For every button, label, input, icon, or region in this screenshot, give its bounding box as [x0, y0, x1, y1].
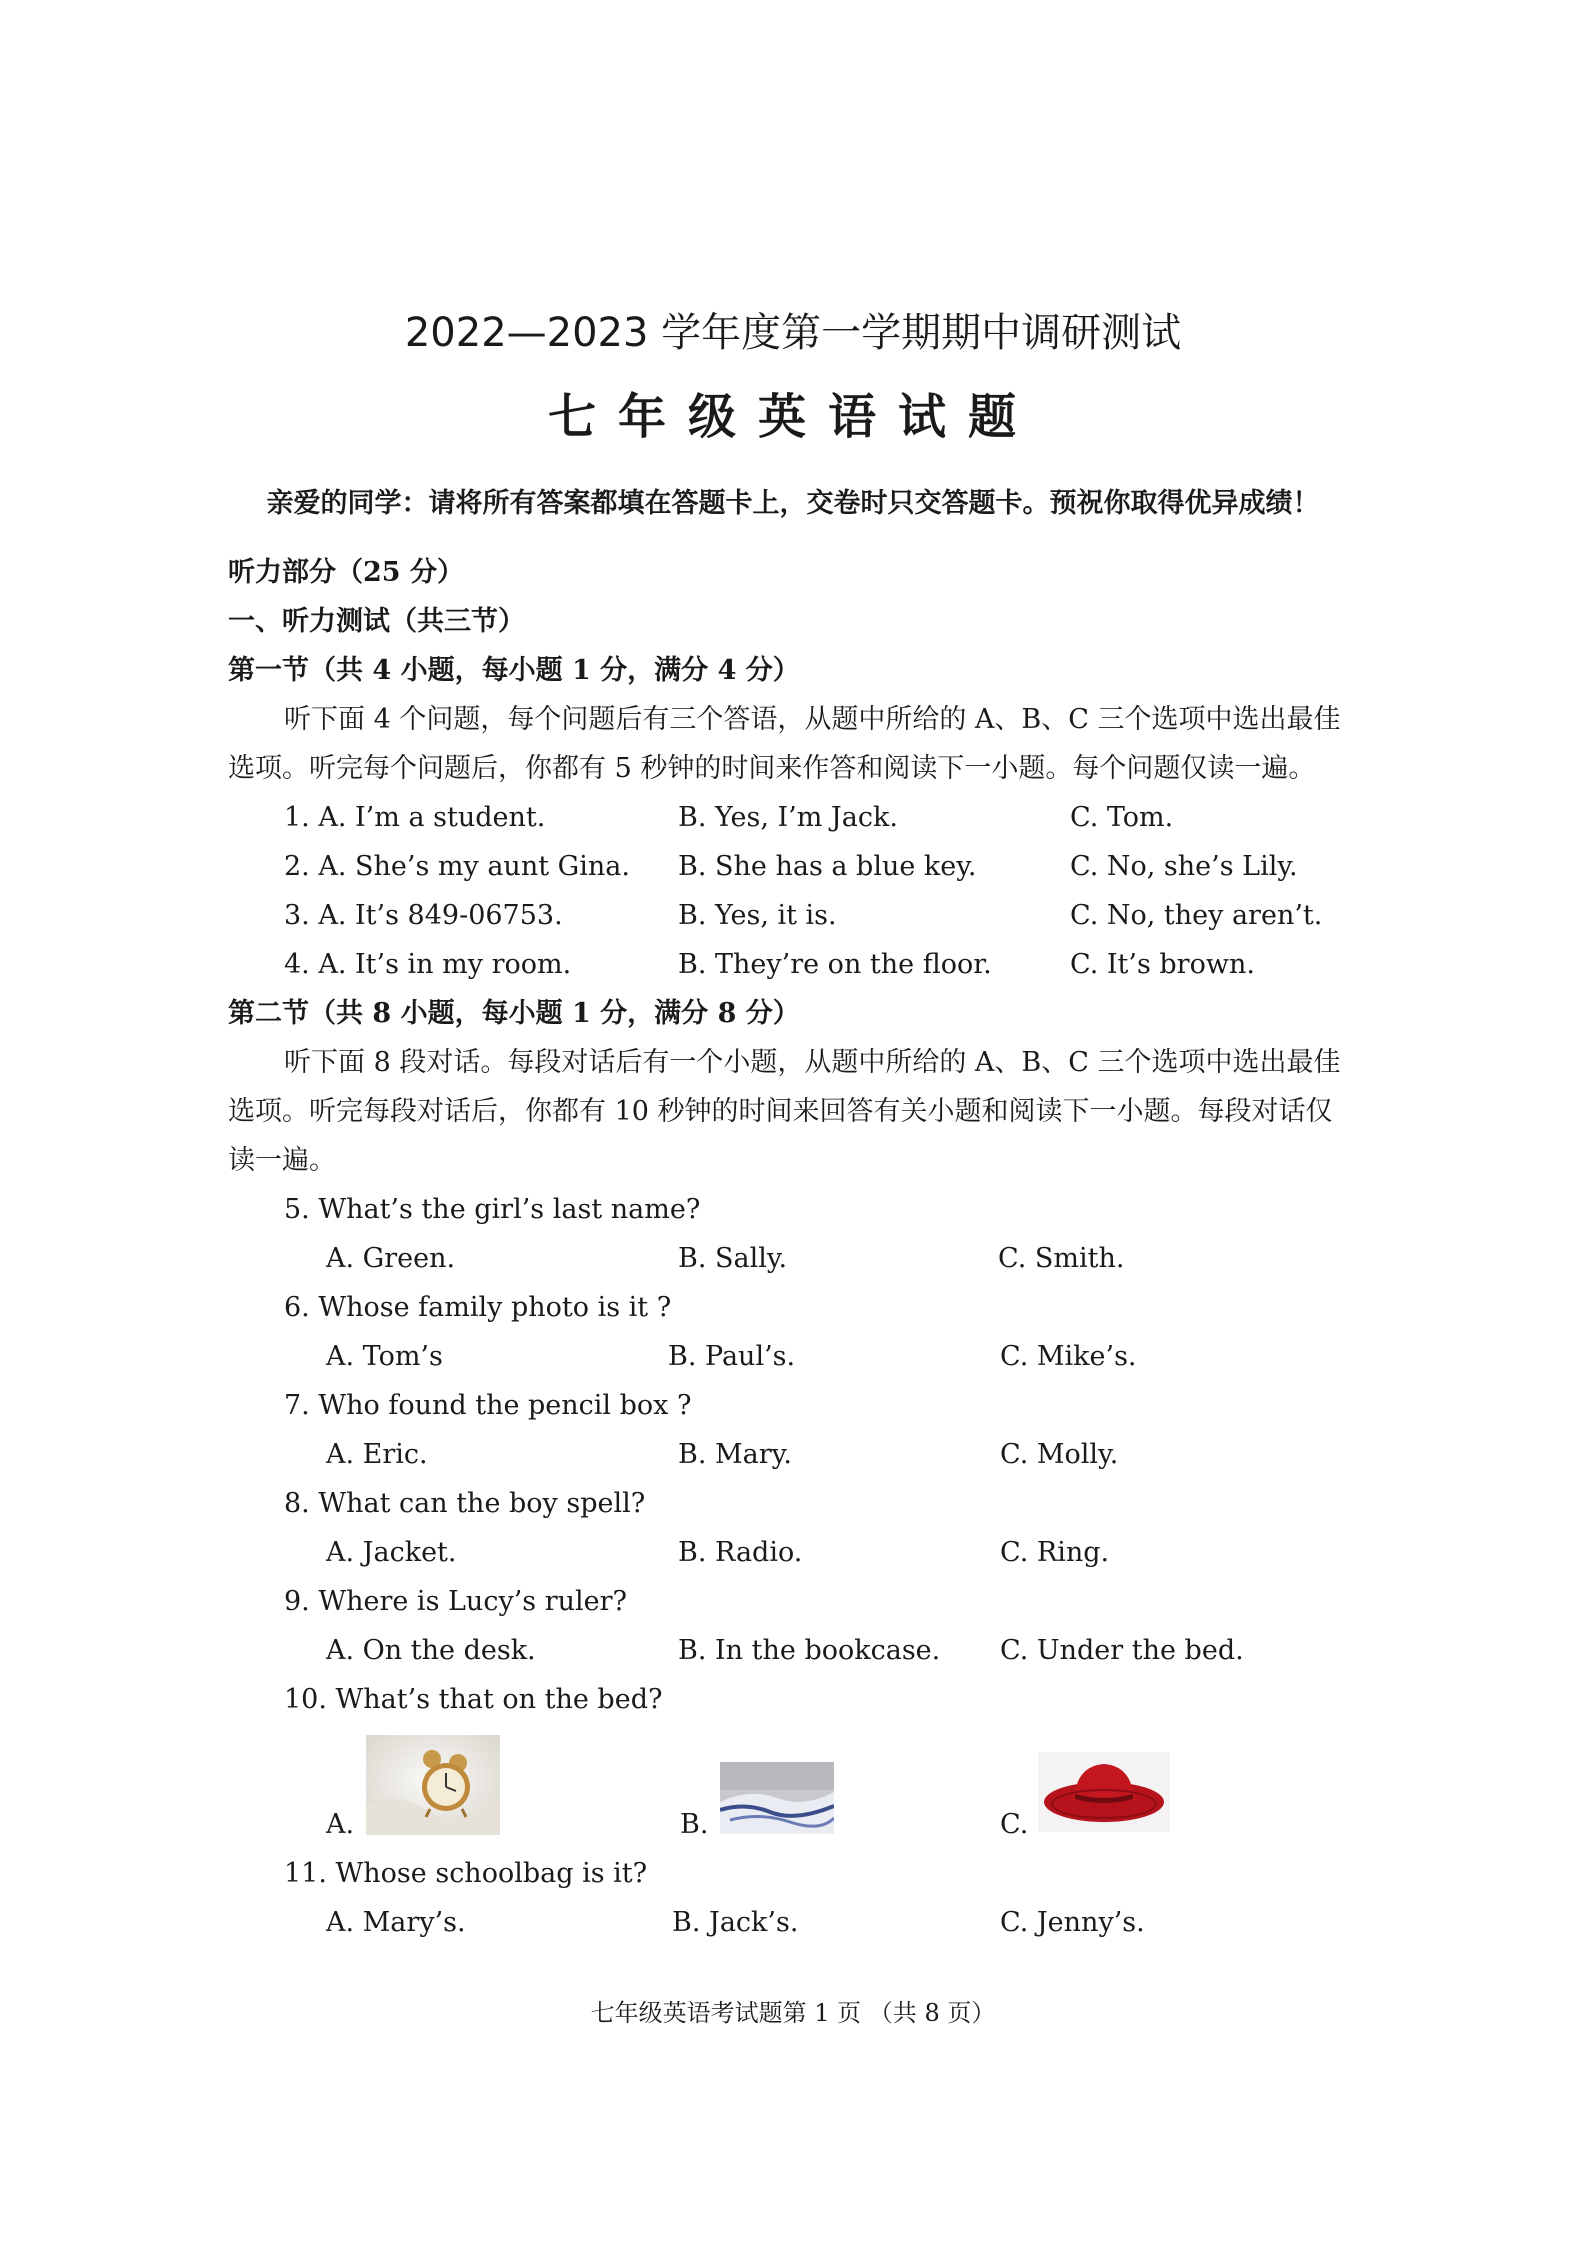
q9-option-c: C. Under the bed.	[1000, 1635, 1244, 1666]
q6-option-b: B. Paul’s.	[668, 1341, 796, 1372]
q10-option-c-label: C.	[1000, 1809, 1029, 1840]
q3-option-a: 3. A. It’s 849-06753.	[284, 900, 563, 931]
q11-option-b: B. Jack’s.	[672, 1907, 799, 1938]
alarm-clock-image	[366, 1735, 500, 1835]
q1-option-a: 1. A. I’m a student.	[284, 802, 546, 833]
q4-option-a: 4. A. It’s in my room.	[284, 949, 572, 980]
part-title: 听力部分（25 分）	[228, 557, 464, 588]
q9-question: 9. Where is Lucy’s ruler?	[284, 1586, 628, 1617]
q5-option-a: A. Green.	[326, 1243, 456, 1274]
section2-instructions-line1: 听下面 8 段对话。每段对话后有一个小题，从题中所给的 A、B、C 三个选项中选出最佳	[284, 1047, 1341, 1078]
q9-option-b: B. In the bookcase.	[678, 1635, 941, 1666]
exam-title: 2022—2023 学年度第一学期期中调研测试	[404, 310, 1182, 356]
q11-option-a: A. Mary’s.	[326, 1907, 466, 1938]
q1-option-b: B. Yes, I’m Jack.	[678, 802, 898, 833]
q7-option-a: A. Eric.	[326, 1439, 428, 1470]
q3-option-b: B. Yes, it is.	[678, 900, 837, 931]
q7-question: 7. Who found the pencil box ?	[284, 1390, 692, 1421]
q10-option-b-label: B.	[680, 1809, 709, 1840]
section1-instructions-line2: 选项。听完每个问题后，你都有 5 秒钟的时间来作答和阅读下一小题。每个问题仅读一遍。	[228, 753, 1316, 784]
q8-option-a: A. Jacket.	[326, 1537, 457, 1568]
q6-question: 6. Whose family photo is it ?	[284, 1292, 672, 1323]
section2-title: 第二节（共 8 小题，每小题 1 分，满分 8 分）	[228, 998, 800, 1029]
q8-option-b: B. Radio.	[678, 1537, 803, 1568]
q5-question: 5. What’s the girl’s last name?	[284, 1194, 701, 1225]
q2-option-a: 2. A. She’s my aunt Gina.	[284, 851, 630, 882]
q7-option-b: B. Mary.	[678, 1439, 792, 1470]
q2-option-c: C. No, she’s Lily.	[1070, 851, 1298, 882]
q4-option-c: C. It’s brown.	[1070, 949, 1255, 980]
q1-option-c: C. Tom.	[1070, 802, 1174, 833]
page-footer: 七年级英语考试题第 1 页 （共 8 页）	[590, 1999, 996, 2027]
exam-subtitle: 七年级英语试题	[547, 389, 1038, 445]
section1-instructions-line1: 听下面 4 个问题，每个问题后有三个答语，从题中所给的 A、B、C 三个选项中选出最佳	[284, 704, 1341, 735]
section2-instructions-line2: 选项。听完每段对话后，你都有 10 秒钟的时间来回答有关小题和阅读下一小题。每段对话仅	[228, 1096, 1333, 1127]
q6-option-c: C. Mike’s.	[1000, 1341, 1137, 1372]
q6-option-a: A. Tom’s	[326, 1341, 443, 1372]
q2-option-b: B. She has a blue key.	[678, 851, 977, 882]
section1-title: 第一节（共 4 小题，每小题 1 分，满分 4 分）	[228, 655, 800, 686]
q10-option-a-label: A.	[326, 1809, 355, 1840]
blanket-image	[720, 1762, 834, 1834]
test-title: 一、听力测试（共三节）	[228, 606, 525, 637]
q5-option-b: B. Sally.	[678, 1243, 788, 1274]
q7-option-c: C. Molly.	[1000, 1439, 1119, 1470]
section2-instructions-line3: 读一遍。	[228, 1145, 336, 1176]
q8-question: 8. What can the boy spell?	[284, 1488, 646, 1519]
q5-option-c: C. Smith.	[998, 1243, 1125, 1274]
q3-option-c: C. No, they aren’t.	[1070, 900, 1323, 931]
q10-question: 10. What’s that on the bed?	[284, 1684, 663, 1715]
q11-option-c: C. Jenny’s.	[1000, 1907, 1145, 1938]
exam-notice: 亲爱的同学：请将所有答案都填在答题卡上，交卷时只交答题卡。预祝你取得优异成绩！	[266, 488, 1320, 519]
q4-option-b: B. They’re on the floor.	[678, 949, 992, 980]
q11-question: 11. Whose schoolbag is it?	[284, 1858, 648, 1889]
q9-option-a: A. On the desk.	[326, 1635, 536, 1666]
red-hat-image	[1038, 1752, 1170, 1832]
q8-option-c: C. Ring.	[1000, 1537, 1110, 1568]
